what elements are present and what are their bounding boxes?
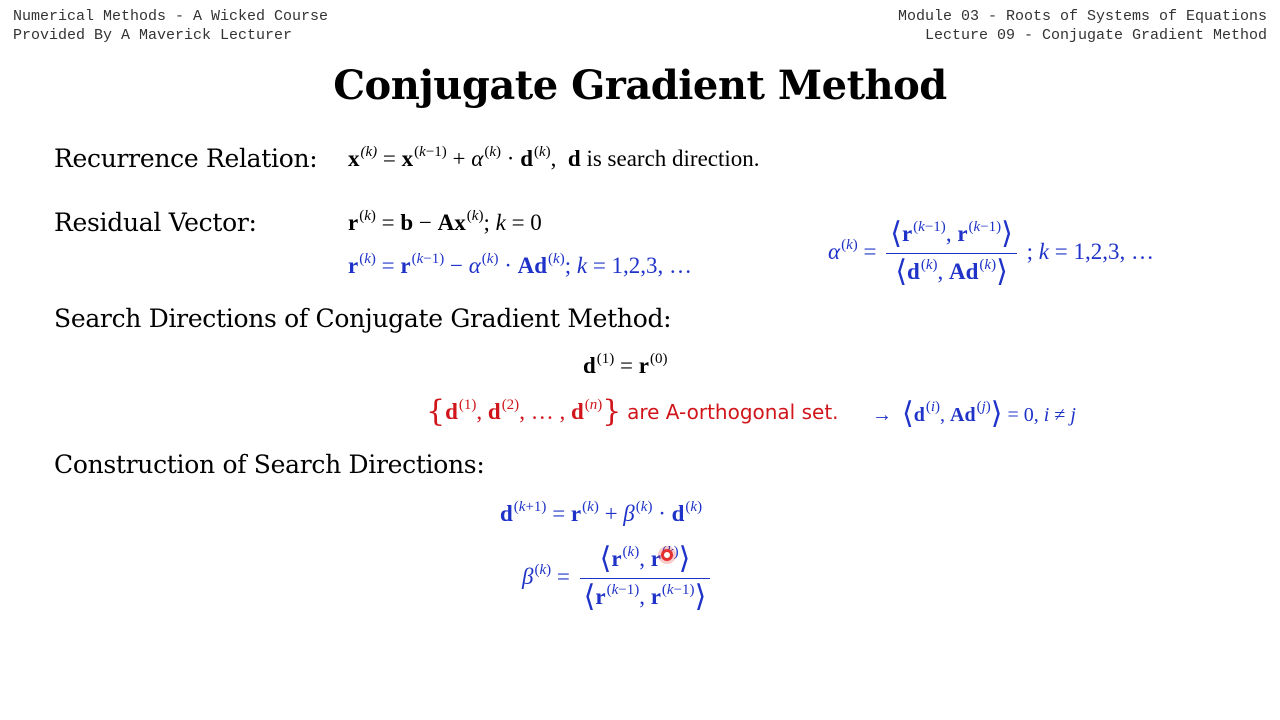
search-directions-label: Search Directions of Conjugate Gradient Method:: [54, 304, 672, 333]
alpha-fraction: $\frac{⟨r^{(k-1)}, r^{(k-1)}⟩}{⟨d^{(k)}, Ad^{(k)}⟩}$: [886, 218, 1017, 289]
construction-label: Construction of Search Directions:: [54, 450, 485, 479]
beta-fraction: $\frac{⟨r^{(k)}, r ^)⟩}{⟨r^{(k-1)}, r^{(k-1)}⟩}$: [580, 543, 711, 614]
direction-update-formula: $d^{(k+1)} = r^{(k)} + \beta^{(k)} \cdot d^{(k)}$: [500, 499, 703, 526]
recurrence-label: Recurrence Relation:: [54, 144, 318, 173]
page-title: Conjugate Gradient Method: [333, 62, 947, 109]
orthogonal-text: are A-orthogonal set.: [627, 400, 839, 424]
recurrence-note: is search direction.: [586, 146, 760, 171]
header-right: [898, 7, 1267, 45]
lecture-title: Lecture 09 - Conjugate Gradient Method: [924, 27, 1267, 44]
residual-label: Residual Vector:: [54, 208, 257, 237]
course-title: Numerical Methods - A Wicked Course: [13, 8, 329, 25]
course-provider: Provided By A Maverick Lecturer: [13, 27, 293, 44]
residual-formula-initial: $r^{(k)} = b - Ax^{(k)}$; k = 0: [348, 208, 542, 235]
initial-direction-formula: $d^{(1)} = r^{(0)}$: [583, 351, 668, 378]
beta-formula: $\beta^{(k)}$ = $\frac{⟨r^{(k)}, r ^)⟩}{⟨r^{(k-1)}, r^{(k-1)}⟩}$: [522, 543, 714, 614]
pointer-dot-icon: [661, 549, 673, 561]
orthogonality-condition: → $⟨d^{(i)}$, $Ad^{(j)}⟩ = 0$, i ≠ j: [872, 396, 1076, 431]
residual-formula-recursive: $r^{(k)} = r^{(k-1)} - \alpha^{(k)} \cdot Ad^{(k)}$; k = 1,2,3, …: [348, 251, 693, 278]
orthogonal-set-statement: {$d^{(1)}$, $d^{(2)}$, … , $d^{(n)}$} are A-orthogonal set.: [426, 394, 839, 429]
recurrence-formula: $x^{(k)} = x^{(k-1)} + \alpha^{(k)} \cdot d^{(k)}$, d is search direction.: [348, 144, 760, 171]
header-left: [13, 7, 328, 45]
alpha-formula: $\alpha^{(k)}$ = $\frac{⟨r^{(k-1)}, r^{(k-1)}⟩}{⟨d^{(k)}, Ad^{(k)}⟩}$ ; k = 1,2,3, …: [828, 216, 1154, 289]
module-title: Module 03 - Roots of Systems of Equations: [897, 8, 1267, 25]
